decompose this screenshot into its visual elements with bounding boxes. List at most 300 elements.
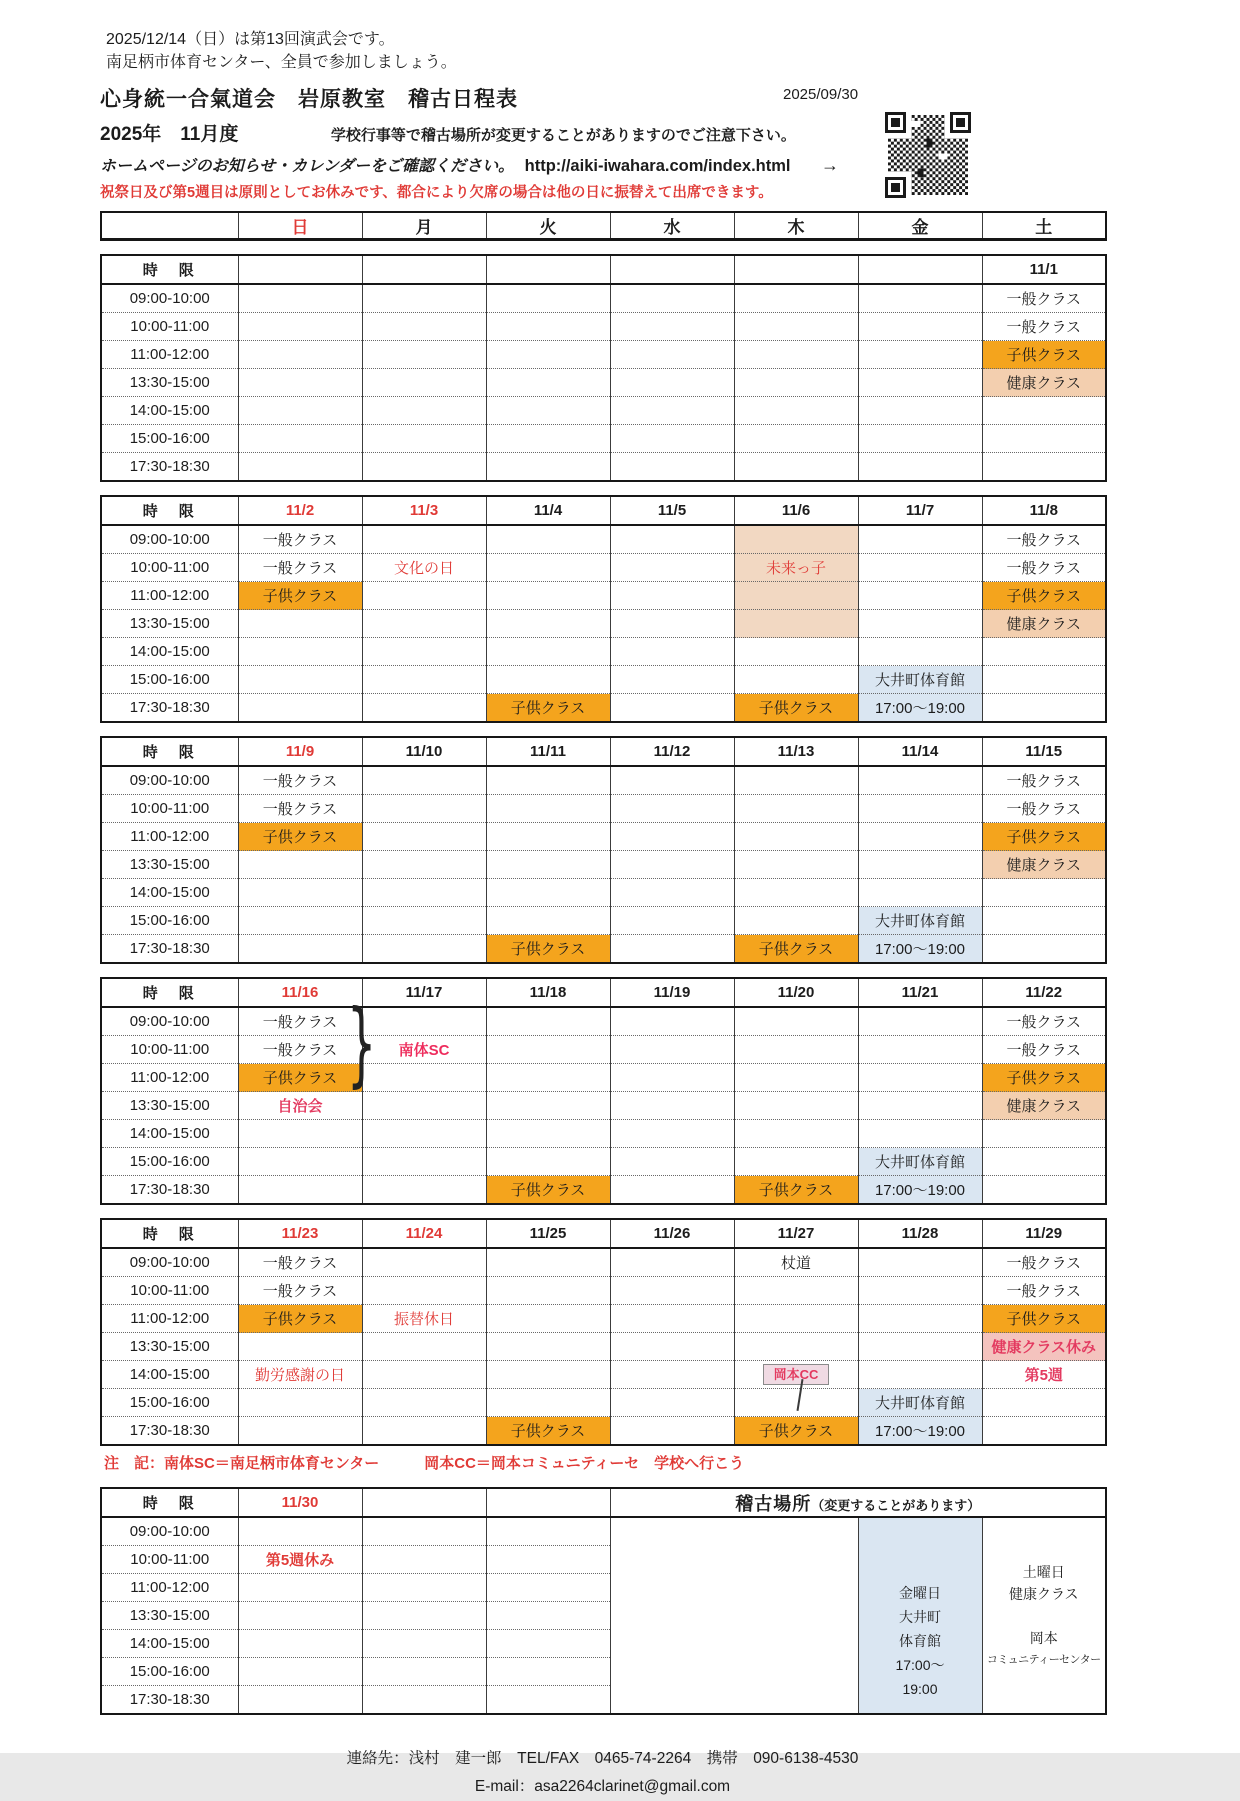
- time-slot-label: 11:00-12:00: [101, 1305, 238, 1333]
- schedule-row: [101, 1120, 1106, 1148]
- empty-merged-cell: [610, 1517, 858, 1714]
- time-slot-label: 10:00-11:00: [101, 554, 238, 582]
- weekday-header-row: [101, 212, 1106, 240]
- schedule-row: [101, 554, 1106, 582]
- schedule-cell: 子供クラス: [486, 935, 610, 964]
- schedule-cell: [362, 1277, 486, 1305]
- schedule-cell: [858, 369, 982, 397]
- schedule-cell: [734, 851, 858, 879]
- schedule-cell: [238, 694, 362, 723]
- schedule-cell: [734, 525, 858, 554]
- schedule-cell: [734, 425, 858, 453]
- schedule-cell: [858, 1064, 982, 1092]
- schedule-cell: [858, 766, 982, 795]
- date-cell: 11/28: [858, 1219, 982, 1248]
- week-table-3: [100, 736, 1105, 964]
- schedule-cell: [362, 425, 486, 453]
- schedule-cell: [486, 823, 610, 851]
- schedule-cell: [486, 1092, 610, 1120]
- schedule-cell: [610, 1036, 734, 1064]
- time-slot-label: 13:30-15:00: [101, 851, 238, 879]
- venue-line: 岡本: [1029, 1629, 1058, 1646]
- schedule-cell: [362, 694, 486, 723]
- schedule-cell: [362, 525, 486, 554]
- schedule-cell: [362, 1602, 486, 1630]
- schedule-cell: [734, 823, 858, 851]
- schedule-cell: [734, 766, 858, 795]
- schedule-cell: [610, 1361, 734, 1389]
- schedule-cell: [486, 1658, 610, 1686]
- schedule-cell: [734, 1036, 858, 1064]
- homepage-url: http://aiki-iwahara.com/index.html: [524, 157, 791, 175]
- schedule-cell: [486, 766, 610, 795]
- schedule-cell: [362, 341, 486, 369]
- date-cell: 11/16: [238, 978, 362, 1007]
- time-slot-label: 10:00-11:00: [101, 1546, 238, 1574]
- final-week-section: [100, 1487, 1105, 1715]
- date-cell: [610, 255, 734, 284]
- schedule-cell: [486, 582, 610, 610]
- schedule-cell: 17:00～19:00: [858, 1417, 982, 1446]
- contact-line: 連絡先：浅村 建一郎 TEL/FAX 0465-74-2264 携帯 090-6138-4530: [346, 1750, 859, 1767]
- schedule-cell: [734, 341, 858, 369]
- weekday-label-5: 金: [858, 212, 982, 240]
- schedule-cell: [362, 879, 486, 907]
- schedule-cell: 未来っ子: [734, 554, 858, 582]
- date-cell: 11/13: [734, 737, 858, 766]
- schedule-cell: [486, 525, 610, 554]
- schedule-cell: 自治会: [238, 1092, 362, 1120]
- practice-place-subtitle: （変更することがあります）: [811, 1497, 981, 1513]
- schedule-cell: [362, 313, 486, 341]
- schedule-cell: [238, 1333, 362, 1361]
- schedule-cell: [610, 795, 734, 823]
- schedule-cell: [858, 525, 982, 554]
- schedule-cell: [610, 554, 734, 582]
- schedule-cell: [486, 369, 610, 397]
- time-header-cell: 時 限: [101, 1219, 238, 1248]
- weekday-label-1: 月: [362, 212, 486, 240]
- schedule-cell: [362, 1574, 486, 1602]
- schedule-cell: 一般クラス: [238, 1248, 362, 1277]
- week-schedule-5: [100, 1218, 1107, 1446]
- schedule-cell: 一般クラス: [982, 795, 1106, 823]
- schedule-cell: [610, 610, 734, 638]
- schedule-cell: 健康クラス休み: [982, 1333, 1106, 1361]
- schedule-cell: [486, 795, 610, 823]
- schedule-cell: [362, 851, 486, 879]
- schedule-cell: 大井町体育館: [858, 1389, 982, 1417]
- week-schedule-3: [100, 736, 1107, 964]
- date-cell: 11/22: [982, 978, 1106, 1007]
- time-slot-label: 17:30-18:30: [101, 1176, 238, 1205]
- date-cell: [486, 255, 610, 284]
- schedule-cell: [858, 879, 982, 907]
- revision-date: 2025/09/30: [783, 86, 859, 103]
- weekday-empty-cell: [101, 212, 238, 240]
- schedule-cell: [858, 284, 982, 313]
- schedule-cell: [362, 823, 486, 851]
- time-slot-label: 11:00-12:00: [101, 582, 238, 610]
- schedule-cell: [362, 1007, 486, 1036]
- date-cell: 11/25: [486, 1219, 610, 1248]
- schedule-cell: 子供クラス: [734, 1176, 858, 1205]
- week-table-4: [100, 977, 1105, 1205]
- time-slot-label: 14:00-15:00: [101, 1120, 238, 1148]
- friday-venue-cell: [858, 1517, 982, 1714]
- schedule-cell: [610, 1305, 734, 1333]
- week-header-row: [101, 496, 1106, 525]
- schedule-cell: [362, 582, 486, 610]
- schedule-cell: 子供クラス: [238, 1064, 362, 1092]
- schedule-cell: [734, 795, 858, 823]
- schedule-cell: [238, 907, 362, 935]
- schedule-cell: 一般クラス: [982, 1277, 1106, 1305]
- schedule-cell: 一般クラス: [238, 766, 362, 795]
- time-slot-label: 13:30-15:00: [101, 1602, 238, 1630]
- schedule-row: [101, 766, 1106, 795]
- okamoto-cc-box: 岡本CC: [763, 1364, 830, 1385]
- schedule-cell: [982, 1389, 1106, 1417]
- schedule-cell: 大井町体育館: [858, 666, 982, 694]
- schedule-row: [101, 525, 1106, 554]
- schedule-row: [101, 694, 1106, 723]
- schedule-cell: [858, 554, 982, 582]
- date-cell: 11/8: [982, 496, 1106, 525]
- practice-place-title: 稽古場所: [735, 1493, 812, 1514]
- schedule-row: [101, 795, 1106, 823]
- schedule-cell: 子供クラス: [486, 694, 610, 723]
- time-slot-label: 15:00-16:00: [101, 425, 238, 453]
- time-slot-label: 14:00-15:00: [101, 397, 238, 425]
- schedule-cell: 子供クラス: [238, 582, 362, 610]
- date-cell: [858, 255, 982, 284]
- schedule-cell: [734, 453, 858, 482]
- schedule-row: [101, 1092, 1106, 1120]
- time-header-cell: 時 限: [101, 255, 238, 284]
- schedule-cell: [238, 313, 362, 341]
- date-cell: 11/6: [734, 496, 858, 525]
- schedule-cell: [486, 1036, 610, 1064]
- schedule-cell: [486, 907, 610, 935]
- schedule-cell: [982, 638, 1106, 666]
- schedule-cell: 振替休日: [362, 1305, 486, 1333]
- venue-line: 土曜日: [1022, 1563, 1065, 1580]
- schedule-cell: 健康クラス: [982, 1092, 1106, 1120]
- schedule-cell: [238, 1120, 362, 1148]
- schedule-row: [101, 1389, 1106, 1417]
- schedule-cell: [734, 1361, 858, 1389]
- schedule-cell: [486, 638, 610, 666]
- schedule-cell: [610, 666, 734, 694]
- schedule-cell: [610, 313, 734, 341]
- schedule-cell: 一般クラス: [982, 1248, 1106, 1277]
- schedule-cell: 一般クラス: [238, 1007, 362, 1036]
- schedule-cell: [610, 1248, 734, 1277]
- schedule-cell: [982, 694, 1106, 723]
- schedule-cell: [610, 397, 734, 425]
- week-table-2: [100, 495, 1105, 723]
- schedule-cell: [362, 1248, 486, 1277]
- schedule-cell: [238, 1417, 362, 1446]
- schedule-cell: [734, 582, 858, 610]
- date-cell: 11/15: [982, 737, 1106, 766]
- week-header-row: [101, 1219, 1106, 1248]
- schedule-cell: [858, 341, 982, 369]
- schedule-cell: [734, 369, 858, 397]
- schedule-cell: [982, 666, 1106, 694]
- date-cell: 11/9: [238, 737, 362, 766]
- schedule-cell: 健康クラス: [982, 369, 1106, 397]
- date-cell: [734, 255, 858, 284]
- schedule-cell: [238, 851, 362, 879]
- schedule-row: [101, 1417, 1106, 1446]
- week-table-1: [100, 254, 1105, 482]
- schedule-cell: [610, 1120, 734, 1148]
- schedule-cell: [238, 638, 362, 666]
- schedule-cell: [486, 341, 610, 369]
- schedule-cell: 杖道: [734, 1248, 858, 1277]
- schedule-cell: [238, 1574, 362, 1602]
- schedule-cell: [610, 766, 734, 795]
- schedule-cell: [734, 1064, 858, 1092]
- schedule-cell: 一般クラス: [238, 554, 362, 582]
- month-label: 2025年 11月度: [100, 124, 239, 145]
- date-cell: 11/24: [362, 1219, 486, 1248]
- final-header-row: [101, 1488, 1106, 1517]
- schedule-cell: [362, 397, 486, 425]
- schedule-row: [101, 907, 1106, 935]
- arrow-icon: →: [820, 155, 839, 175]
- date-cell: 11/17: [362, 978, 486, 1007]
- schedule-cell: [734, 638, 858, 666]
- title-row: [100, 83, 1105, 113]
- venue-line: 大井町: [899, 1609, 941, 1625]
- date-cell: 11/26: [610, 1219, 734, 1248]
- schedule-cell: [734, 1092, 858, 1120]
- schedule-cell: [734, 1305, 858, 1333]
- schedule-cell: [362, 907, 486, 935]
- date-cell: 11/27: [734, 1219, 858, 1248]
- schedule-cell: 大井町体育館: [858, 1148, 982, 1176]
- schedule-row: [101, 1007, 1106, 1036]
- schedule-cell: [362, 1417, 486, 1446]
- schedule-cell: 子供クラス: [982, 582, 1106, 610]
- time-slot-label: 13:30-15:00: [101, 369, 238, 397]
- schedule-cell: [610, 582, 734, 610]
- date-cell: 11/12: [610, 737, 734, 766]
- schedule-cell: [238, 1686, 362, 1715]
- date-cell: 11/11: [486, 737, 610, 766]
- schedule-cell: [362, 284, 486, 313]
- schedule-cell: [858, 1305, 982, 1333]
- date-cell: 11/14: [858, 737, 982, 766]
- schedule-cell: [610, 935, 734, 964]
- time-slot-label: 13:30-15:00: [101, 1333, 238, 1361]
- schedule-cell: [734, 610, 858, 638]
- schedule-cell: [362, 666, 486, 694]
- schedule-cell: [982, 1176, 1106, 1205]
- schedule-cell: [610, 694, 734, 723]
- schedule-cell: [486, 1277, 610, 1305]
- schedule-cell: [858, 851, 982, 879]
- schedule-cell: 子供クラス: [734, 1417, 858, 1446]
- schedule-cell: [238, 397, 362, 425]
- week-schedule-4: [100, 977, 1107, 1205]
- schedule-cell: [858, 1248, 982, 1277]
- schedule-cell: [362, 1092, 486, 1120]
- schedule-cell: [362, 369, 486, 397]
- schedule-cell: [610, 284, 734, 313]
- schedule-cell: 健康クラス: [982, 851, 1106, 879]
- venue-line: 17:00～: [895, 1657, 945, 1673]
- schedule-row: [101, 313, 1106, 341]
- schedule-cell: [610, 1092, 734, 1120]
- weekday-label-3: 水: [610, 212, 734, 240]
- schedule-cell: [486, 1574, 610, 1602]
- date-cell: 11/18: [486, 978, 610, 1007]
- schedule-cell: 一般クラス: [982, 1036, 1106, 1064]
- schedule-cell: 一般クラス: [982, 313, 1106, 341]
- schedule-cell: [610, 851, 734, 879]
- schedule-row: [101, 851, 1106, 879]
- date-cell: 11/3: [362, 496, 486, 525]
- schedule-cell: [362, 1120, 486, 1148]
- schedule-cell: [486, 1064, 610, 1092]
- schedule-cell: 勤労感謝の日: [238, 1361, 362, 1389]
- practice-place-header: [610, 1488, 1106, 1517]
- schedule-cell: [486, 851, 610, 879]
- schedule-row: [101, 1064, 1106, 1092]
- date-cell: 11/7: [858, 496, 982, 525]
- schedule-row: [101, 638, 1106, 666]
- weekday-label-6: 土: [982, 212, 1106, 240]
- schedule-cell: [486, 879, 610, 907]
- schedule-cell: [858, 1120, 982, 1148]
- venue-line: [983, 1605, 1106, 1627]
- friday-venue-box: [859, 1531, 982, 1700]
- schedule-cell: [362, 935, 486, 964]
- schedule-cell: [734, 666, 858, 694]
- schedule-cell: [610, 907, 734, 935]
- time-slot-label: 14:00-15:00: [101, 1630, 238, 1658]
- footer: [100, 1745, 1105, 1801]
- schedule-cell: [238, 425, 362, 453]
- schedule-cell: 子供クラス: [982, 341, 1106, 369]
- schedule-cell: [238, 935, 362, 964]
- schedule-cell: 子供クラス: [486, 1417, 610, 1446]
- schedule-cell: 子供クラス: [238, 1305, 362, 1333]
- date-cell: 11/1: [982, 255, 1106, 284]
- schedule-cell: [486, 610, 610, 638]
- schedule-cell: [858, 453, 982, 482]
- date-cell: [362, 255, 486, 284]
- time-slot-label: 17:30-18:30: [101, 1686, 238, 1715]
- date-cell: 11/20: [734, 978, 858, 1007]
- schedule-row: [101, 369, 1106, 397]
- schedule-cell: [734, 907, 858, 935]
- schedule-cell: [610, 1333, 734, 1361]
- schedule-cell: 南体SC: [362, 1036, 486, 1064]
- schedule-cell: [982, 425, 1106, 453]
- schedule-cell: 文化の日: [362, 554, 486, 582]
- schedule-cell: 17:00～19:00: [858, 1176, 982, 1205]
- schedule-cell: [734, 1007, 858, 1036]
- schedule-cell: 一般クラス: [238, 1277, 362, 1305]
- time-slot-label: 13:30-15:00: [101, 610, 238, 638]
- schedule-cell: [238, 341, 362, 369]
- schedule-row: [101, 879, 1106, 907]
- weekday-header-strip: [100, 211, 1105, 241]
- week-header-row: [101, 737, 1106, 766]
- schedule-row: [101, 1148, 1106, 1176]
- time-slot-label: 13:30-15:00: [101, 1092, 238, 1120]
- schedule-cell: [486, 1389, 610, 1417]
- qr-code: [878, 112, 978, 198]
- schedule-cell: 一般クラス: [982, 1007, 1106, 1036]
- schedule-cell: [858, 610, 982, 638]
- venue-line: 健康クラス: [1008, 1585, 1079, 1602]
- schedule-cell: [486, 1120, 610, 1148]
- schedule-cell: [362, 1517, 486, 1546]
- date-cell: 11/10: [362, 737, 486, 766]
- schedule-cell: 子供クラス: [238, 823, 362, 851]
- schedule-cell: 17:00～19:00: [858, 694, 982, 723]
- date-cell: 11/29: [982, 1219, 1106, 1248]
- schedule-cell: [362, 1064, 486, 1092]
- schedule-cell: [362, 1361, 486, 1389]
- time-slot-label: 15:00-16:00: [101, 666, 238, 694]
- schedule-cell: [486, 1630, 610, 1658]
- weekday-label-4: 木: [734, 212, 858, 240]
- schedule-cell: [362, 1686, 486, 1715]
- schedule-cell: 第5週: [982, 1361, 1106, 1389]
- date-cell: 11/4: [486, 496, 610, 525]
- time-slot-label: 09:00-10:00: [129, 1523, 210, 1540]
- schedule-cell: [610, 1148, 734, 1176]
- time-slot-label: 15:00-16:00: [101, 1658, 238, 1686]
- schedule-cell: [858, 582, 982, 610]
- schedule-cell: [238, 1176, 362, 1205]
- schedule-cell: [486, 554, 610, 582]
- time-header-cell: 時 限: [101, 496, 238, 525]
- schedule-cell: [238, 1148, 362, 1176]
- schedule-cell: 一般クラス: [238, 1036, 362, 1064]
- schedule-cell: [610, 1064, 734, 1092]
- schedule-cell: [734, 1120, 858, 1148]
- schedule-cell: [858, 1277, 982, 1305]
- schedule-cell: [858, 313, 982, 341]
- schedule-row: [101, 453, 1106, 482]
- schedule-cell: [734, 397, 858, 425]
- schedule-cell: [486, 1686, 610, 1715]
- schedule-cell: [858, 1007, 982, 1036]
- schedule-cell: [734, 313, 858, 341]
- schedule-cell: [734, 879, 858, 907]
- schedule-cell: [610, 341, 734, 369]
- schedule-cell: [982, 1120, 1106, 1148]
- email-line: E-mail：asa2264clarinet@gmail.com: [474, 1778, 731, 1795]
- schedule-cell: [362, 1658, 486, 1686]
- page-title: 心身統一合氣道会 岩原教室 稽古日程表: [100, 88, 518, 111]
- schedule-cell: [238, 1389, 362, 1417]
- time-slot-label: 11:00-12:00: [101, 1064, 238, 1092]
- schedule-cell: 健康クラス: [982, 610, 1106, 638]
- schedule-cell: [238, 1658, 362, 1686]
- schedule-cell: [238, 1602, 362, 1630]
- schedule-cell: [362, 1176, 486, 1205]
- saturday-venue-cell: [982, 1517, 1106, 1714]
